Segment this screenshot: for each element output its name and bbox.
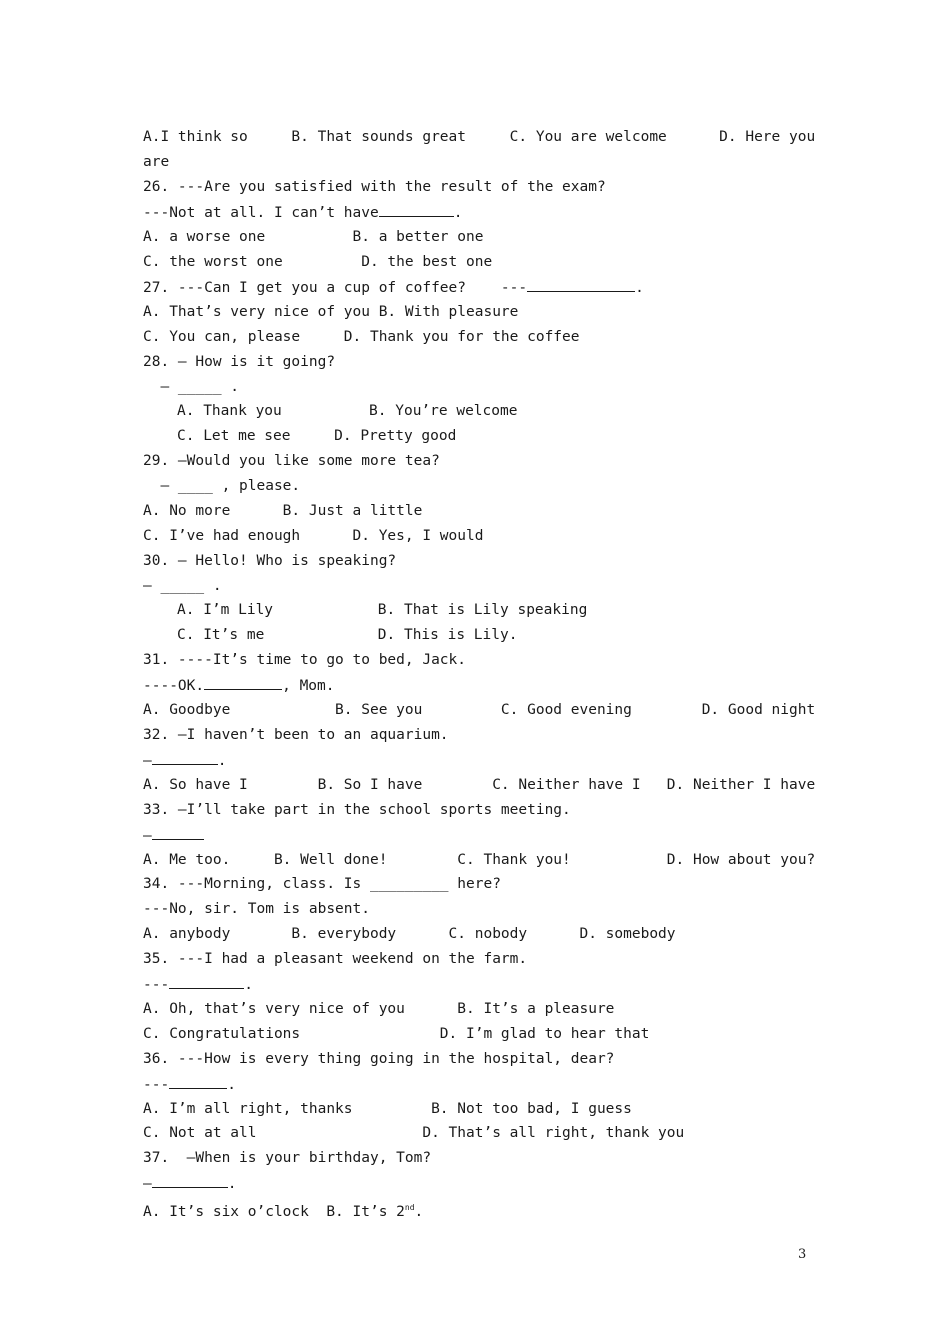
- text-line: ---No, sir. Tom is absent.: [143, 901, 370, 917]
- question-36: 36. ---How is every thing going in the hospital, dear?: [143, 1051, 615, 1067]
- text-line: ---Not at all. I can’t have .: [143, 202, 462, 223]
- option-line: A. Thank you B. You’re welcome: [177, 403, 518, 419]
- text-line: --- .: [143, 1074, 236, 1095]
- answer-blank: [527, 277, 635, 292]
- question-29: 29. —Would you like some more tea?: [143, 453, 440, 469]
- option-line: C. the worst one D. the best one: [143, 254, 493, 270]
- text-line: — ____ , please.: [143, 478, 301, 494]
- option-line: A. Me too. B. Well done! C. Thank you! D. How about you?: [143, 852, 816, 868]
- text-line: are: [143, 154, 170, 170]
- option-line: A. So have I B. So I have C. Neither have I D. Neither I have: [143, 777, 816, 793]
- answer-blank: [152, 825, 204, 840]
- text-line: — .: [143, 750, 226, 771]
- text-line: — _____ .: [143, 379, 240, 395]
- option-line: A. a worse one B. a better one: [143, 229, 484, 245]
- option-line: C. It’s me D. This is Lily.: [177, 627, 518, 643]
- text-line: --- .: [143, 974, 253, 995]
- question-35: 35. ---I had a pleasant weekend on the farm.: [143, 951, 528, 967]
- answer-blank: [204, 675, 282, 690]
- text-line: A.I think so B. That sounds great C. You are welcome D. Here you: [143, 129, 816, 145]
- option-line: A. No more B. Just a little: [143, 503, 423, 519]
- text-line: — _____ .: [143, 578, 222, 594]
- option-line: A. Oh, that’s very nice of you B. It’s a pleasure: [143, 1001, 615, 1017]
- option-line: C. You can, please D. Thank you for the coffee: [143, 329, 580, 345]
- question-27: 27. ---Can I get you a cup of coffee? --- .: [143, 277, 644, 298]
- answer-blank: [169, 974, 244, 989]
- question-32: 32. —I haven’t been to an aquarium.: [143, 727, 449, 743]
- option-line: C. Let me see D. Pretty good: [177, 428, 457, 444]
- question-33: 33. —I’ll take part in the school sports meeting.: [143, 802, 571, 818]
- text-line: — .: [143, 1173, 236, 1194]
- answer-blank: [379, 202, 454, 217]
- question-28: 28. — How is it going?: [143, 354, 336, 370]
- answer-blank: [169, 1074, 227, 1089]
- answer-blank: [152, 750, 218, 765]
- question-30: 30. — Hello! Who is speaking?: [143, 553, 397, 569]
- option-line: A. That’s very nice of you B. With pleasure: [143, 304, 519, 320]
- text-line: ----OK. , Mom.: [143, 675, 335, 696]
- option-line: C. Congratulations D. I’m glad to hear that: [143, 1026, 650, 1042]
- option-line: A. anybody B. everybody C. nobody D. somebody: [143, 926, 676, 942]
- question-34: 34. ---Morning, class. Is _________ here?: [143, 876, 501, 892]
- option-line: C. Not at all D. That’s all right, thank you: [143, 1125, 685, 1141]
- option-line: A. I’m Lily B. That is Lily speaking: [177, 602, 588, 618]
- page-number: 3: [798, 1247, 807, 1262]
- option-line: C. I’ve had enough D. Yes, I would: [143, 528, 484, 544]
- question-26: 26. ---Are you satisfied with the result of the exam?: [143, 179, 606, 195]
- option-line: A. Goodbye B. See you C. Good evening D. Good night: [143, 702, 816, 718]
- question-31: 31. ----It’s time to go to bed, Jack.: [143, 652, 467, 668]
- option-line: A. It’s six o’clock B. It’s 2nd.: [143, 1203, 424, 1220]
- answer-blank: [152, 1173, 228, 1188]
- question-37: 37. —When is your birthday, Tom?: [143, 1150, 432, 1166]
- text-line: —: [143, 825, 204, 846]
- option-line: A. I’m all right, thanks B. Not too bad, I guess: [143, 1101, 632, 1117]
